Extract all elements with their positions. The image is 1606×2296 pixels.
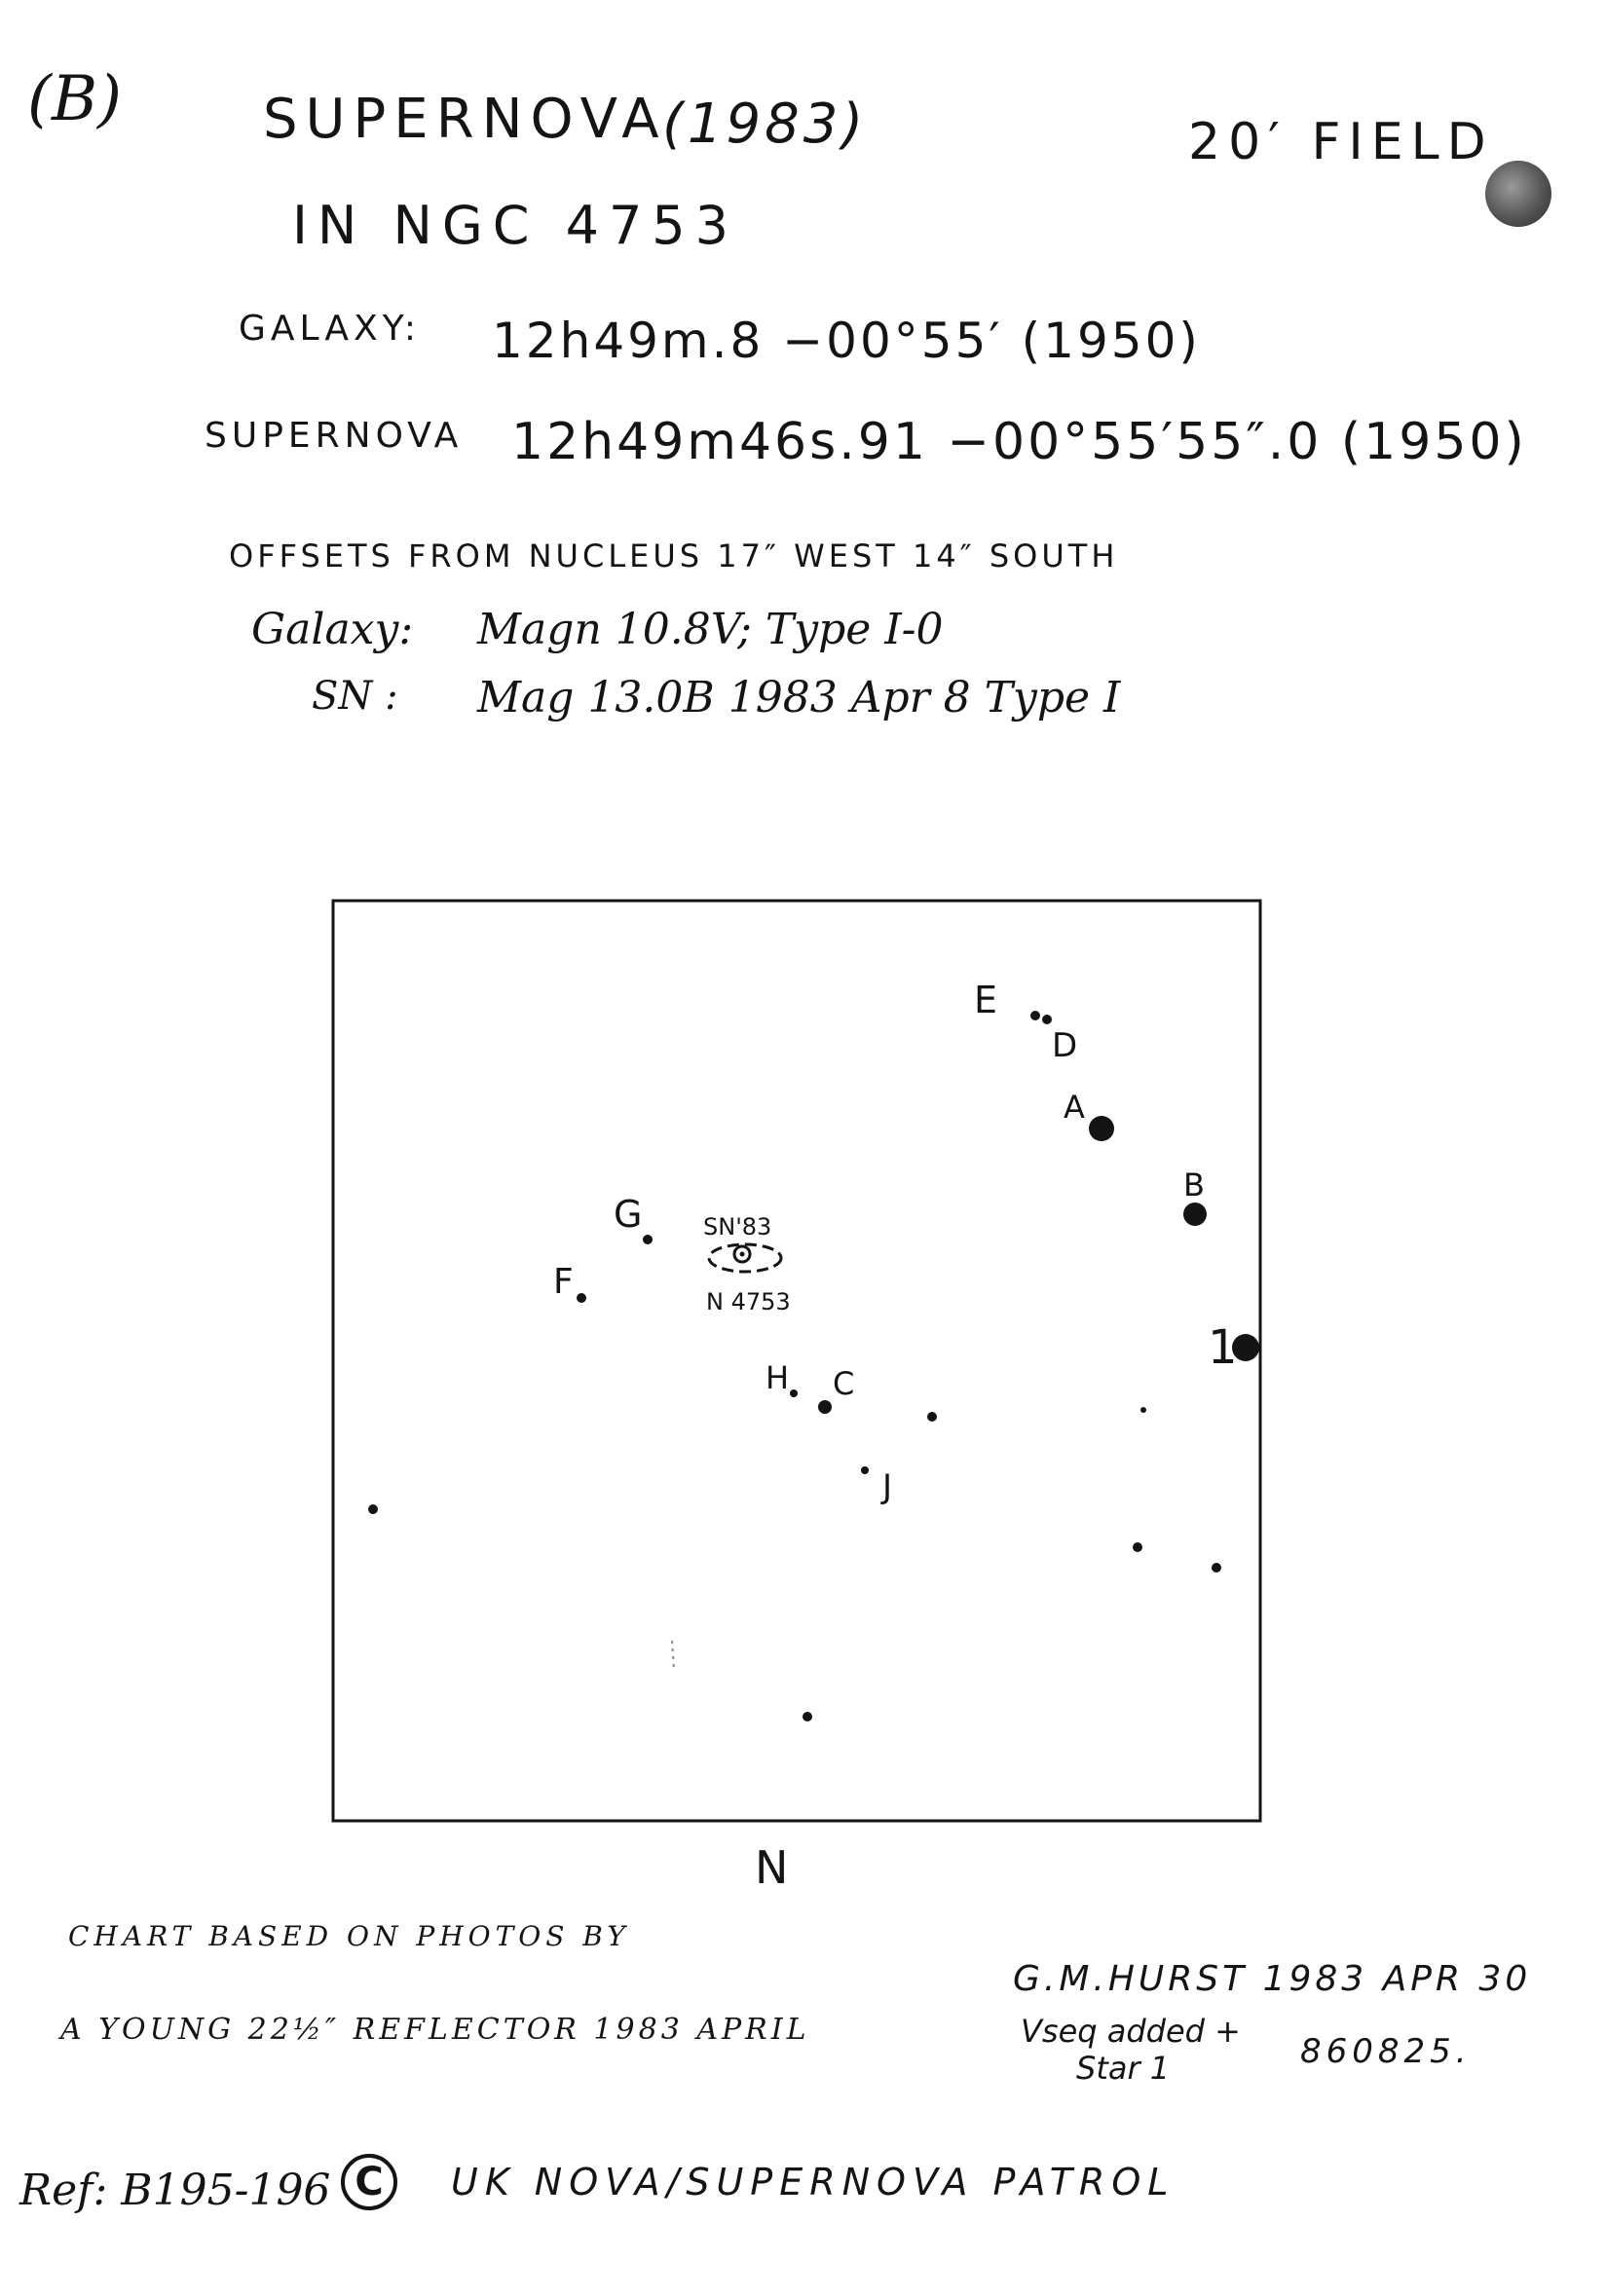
galaxy-coordinates: 12h49m.8 −00°55′ (1950) bbox=[492, 313, 1201, 369]
star-unlabeled bbox=[1212, 1563, 1221, 1573]
field-size: 20′ FIELD bbox=[1188, 113, 1494, 171]
supernova-dot bbox=[740, 1252, 745, 1257]
host-galaxy: IN NGC 4753 bbox=[292, 195, 739, 256]
star-f bbox=[577, 1293, 586, 1303]
star-label-1: 1 bbox=[1208, 1320, 1238, 1375]
star-label-g: G bbox=[614, 1193, 643, 1236]
patrol-name: UK NOVA/SUPERNOVA PATROL bbox=[451, 2161, 1176, 2203]
vseq-note-2: Star 1 bbox=[1076, 2050, 1171, 2087]
credit-line-2: A YOUNG 22½″ REFLECTOR 1983 APRIL bbox=[60, 2013, 810, 2047]
star-d bbox=[1042, 1015, 1052, 1024]
reference: Ref: B195-196 bbox=[19, 2166, 331, 2215]
sn-info: Mag 13.0B 1983 Apr 8 Type I bbox=[477, 673, 1121, 722]
star-label-h: H bbox=[766, 1359, 790, 1396]
star-unlabeled bbox=[1133, 1542, 1142, 1552]
chart-label: (B) bbox=[27, 63, 122, 135]
star-label-f: F bbox=[553, 1262, 574, 1302]
star-label-d: D bbox=[1052, 1026, 1078, 1065]
star-unlabeled bbox=[368, 1504, 378, 1514]
star-b bbox=[1183, 1203, 1207, 1226]
galaxy-info: Magn 10.8V; Type I-0 bbox=[477, 605, 944, 654]
supernova-label: SN'83 bbox=[703, 1213, 772, 1241]
sn-info-label: SN : bbox=[312, 674, 398, 719]
reference-number: 860825. bbox=[1300, 2032, 1472, 2071]
chart-frame bbox=[333, 901, 1260, 1821]
star-c bbox=[818, 1400, 832, 1414]
star-label-j: J bbox=[882, 1467, 893, 1506]
galaxy-info-label: Galaxy: bbox=[251, 605, 414, 654]
vseq-note-1: Vseq added + bbox=[1021, 2013, 1241, 2050]
galaxy-coord-label: GALAXY: bbox=[239, 309, 422, 349]
star-g bbox=[643, 1235, 653, 1244]
star-j bbox=[861, 1466, 869, 1474]
page-title: SUPERNOVA bbox=[263, 88, 667, 151]
observer: G.M.HURST 1983 APR 30 bbox=[1013, 1959, 1532, 1999]
copyright-icon: C bbox=[341, 2154, 397, 2210]
supernova-coord-label: SUPERNOVA bbox=[205, 416, 464, 456]
plate-mark bbox=[672, 1641, 674, 1670]
star-a bbox=[1089, 1116, 1114, 1141]
north-label: N bbox=[755, 1841, 789, 1894]
supernova-coordinates: 12h49m46s.91 −00°55′55″.0 (1950) bbox=[511, 413, 1527, 471]
title-year: (1983) bbox=[662, 93, 868, 156]
nucleus-offsets: OFFSETS FROM NUCLEUS 17″ WEST 14″ SOUTH bbox=[229, 537, 1119, 574]
star-label-c: C bbox=[833, 1365, 855, 1402]
star-label-e: E bbox=[974, 979, 998, 1021]
star-label-b: B bbox=[1183, 1167, 1205, 1204]
star-unlabeled bbox=[1140, 1407, 1146, 1413]
star-h bbox=[790, 1389, 798, 1397]
credit-line-1: CHART BASED ON PHOTOS BY bbox=[68, 1920, 630, 1952]
star-e bbox=[1030, 1011, 1040, 1020]
stars-layer bbox=[368, 979, 1259, 1722]
star-unlabeled bbox=[803, 1712, 812, 1722]
star-unlabeled bbox=[927, 1412, 937, 1422]
galaxy-marker bbox=[709, 1244, 781, 1272]
galaxy-label: N 4753 bbox=[706, 1288, 791, 1315]
star-label-a: A bbox=[1064, 1089, 1085, 1126]
